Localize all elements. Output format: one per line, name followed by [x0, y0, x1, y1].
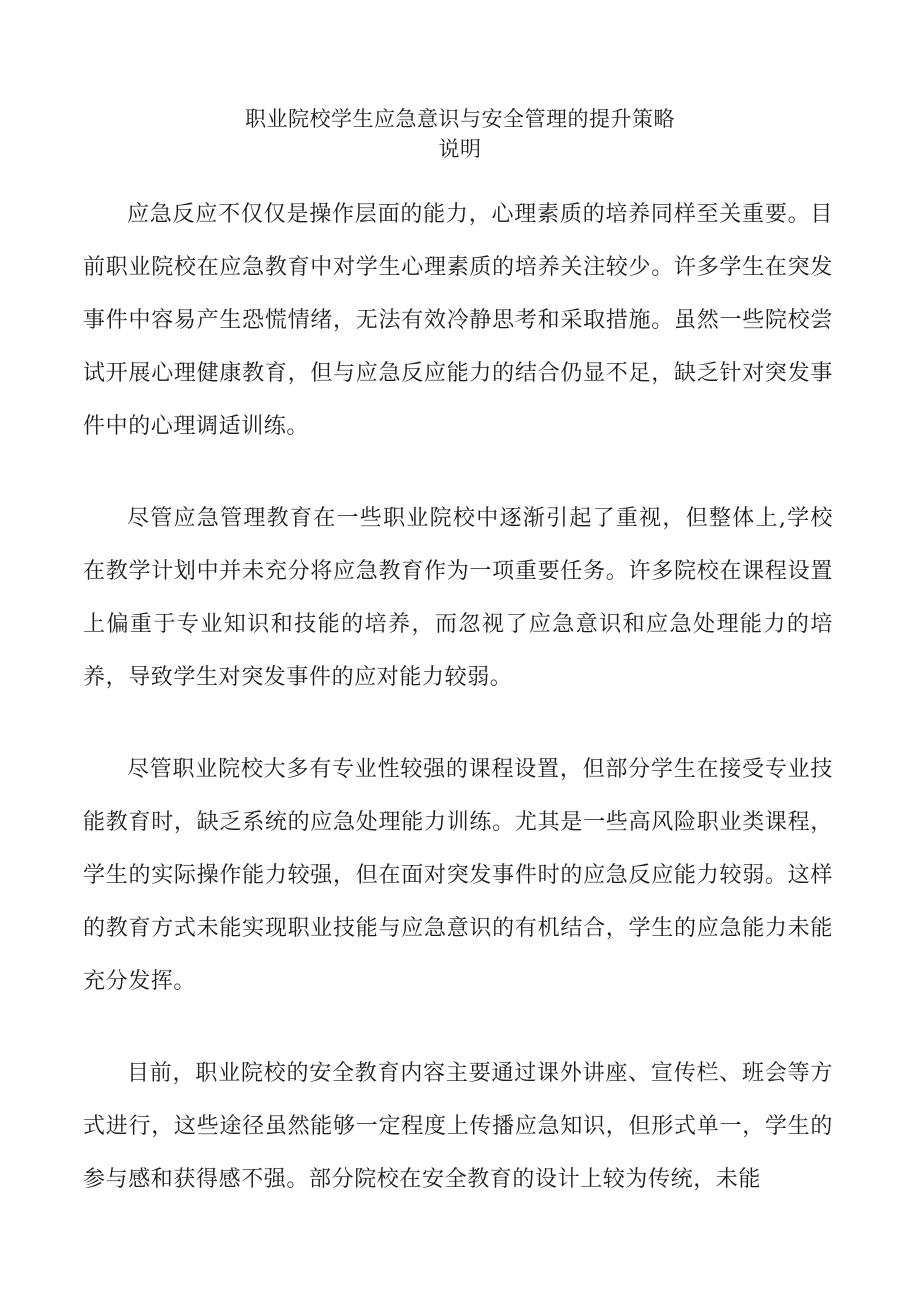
paragraph-2: 尽管应急管理教育在一些职业院校中逐渐引起了重视，但整体上,学校在教学计划中并未充分将应急教育作为一项重要任务。许多院校在课程设置上偏重于专业知识和技能的培养，而忽视了应急意识和应急处理能力的培养，导致学生对突发事件的应对能力较弱。: [83, 506, 833, 690]
document-title: 职业院校学生应急意识与安全管理的提升策略: [245, 107, 675, 131]
document-title-block: [0, 104, 920, 164]
paragraph-4: 目前，职业院校的安全教育内容主要通过课外讲座、宣传栏、班会等方式进行，这些途径虽然能够一定程度上传播应急知识，但形式单一，学生的参与感和获得感不强。部分院校在安全教育的设计上较为传统，未能: [83, 1061, 833, 1192]
paragraph-1: 应急反应不仅仅是操作层面的能力，心理素质的培养同样至关重要。目前职业院校在应急教育中对学生心理素质的培养关注较少。许多学生在突发事件中容易产生恐慌情绪，无法有效冷静思考和采取措施。虽然一些院校尝试开展心理健康教育，但与应急反应能力的结合仍显不足，缺乏针对突发事件中的心理调适训练。: [83, 202, 833, 439]
document-subtitle: 说明: [438, 137, 482, 161]
document-body: [83, 188, 833, 1245]
paragraph-3: 尽管职业院校大多有专业性较强的课程设置，但部分学生在接受专业技能教育时，缺乏系统的应急处理能力训练。尤其是一些高风险职业类课程，学生的实际操作能力较强，但在面对突发事件时的应急反应能力较弱。这样的教育方式未能实现职业技能与应急意识的有机结合，学生的应急能力未能充分发挥。: [83, 757, 833, 994]
